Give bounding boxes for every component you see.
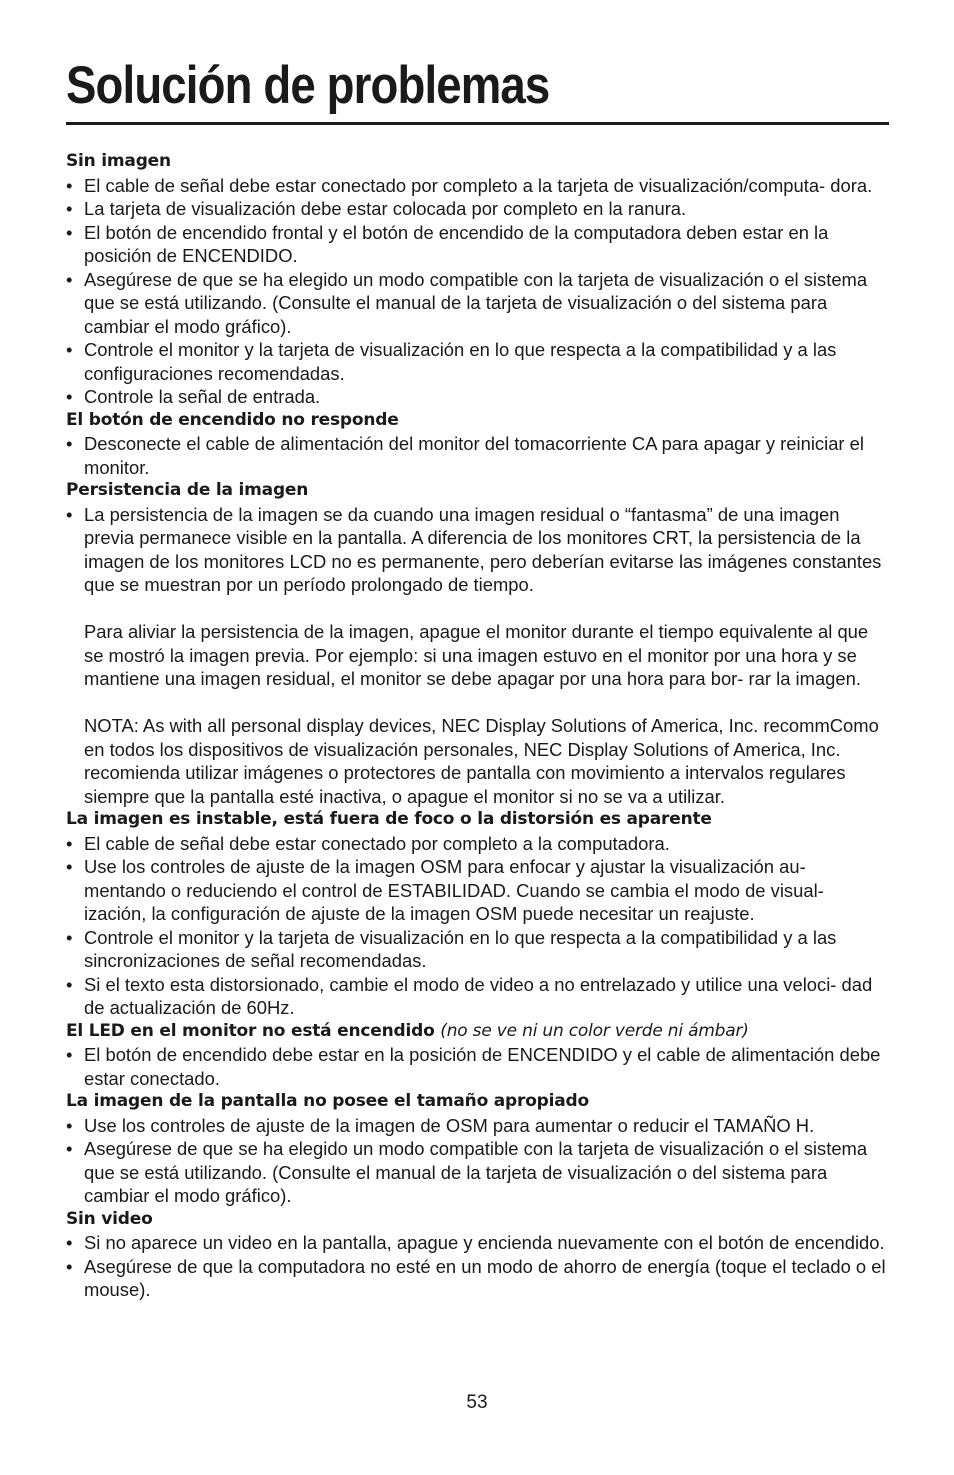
bullet-item: • Use los controles de ajuste de la imagen de OSM para aumentar o reducir el TAMAÑO H.: [66, 1114, 889, 1138]
bullet-item: • Desconecte el cable de alimentación del monitor del tomacorriente CA para apagar y reiniciar el monitor.: [66, 432, 889, 479]
heading-note: (no se ve ni un color verde ni ámbar): [440, 1020, 749, 1041]
section-tamano: [66, 1090, 889, 1208]
bullet-item: • El botón de encendido frontal y el botón de encendido de la computadora deben estar en la posición de ENCENDIDO.: [66, 221, 889, 268]
section-heading: La imagen es instable, está fuera de foco o la distorsión es aparente: [66, 809, 712, 829]
bullet-list: [66, 1043, 889, 1090]
bullet-item: • Controle la señal de entrada.: [66, 385, 889, 409]
bullet-item: • Use los controles de ajuste de la imagen OSM para enfocar y ajustar la visualización au- mentando o reduciendo el control de ESTABILIDAD. Cuando se cambia el modo de visual- ización, la configuración de ajuste de la imagen OSM puede necesitar un reajuste.: [66, 855, 889, 926]
document-page: [66, 50, 889, 1302]
section-sin-imagen: [66, 150, 889, 409]
bullet-item: • El cable de señal debe estar conectado por completo a la computadora.: [66, 832, 889, 856]
paragraph: Para aliviar la persistencia de la imagen, apague el monitor durante el tiempo equivalente al que se mostró la imagen previa. Por ejemplo: si una imagen estuvo en el monitor por una hora y se mantiene una imagen residual, el monitor se debe apagar por una hora para bor- rar la imagen.: [84, 621, 869, 689]
bullet-item: • Asegúrese de que se ha elegido un modo compatible con la tarjeta de visualización o el sistema que se está utilizando. (Consulte el manual de la tarjeta de visualización o del sistema para cambiar el modo gráfico).: [66, 268, 889, 339]
bullet-list: [66, 1114, 889, 1208]
bullet-list: [66, 503, 889, 597]
bullet-list: [66, 1231, 889, 1302]
bullet-list: [66, 432, 889, 479]
page-title: Solución de problemas: [66, 56, 550, 115]
bullet-item: • La tarjeta de visualización debe estar colocada por completo en la ranura.: [66, 197, 889, 221]
section-heading: [66, 1020, 889, 1044]
page-number: 53: [466, 1392, 488, 1413]
section-heading: Persistencia de la imagen: [66, 480, 309, 500]
bullet-item: • Si no aparece un video en la pantalla, apague y encienda nuevamente con el botón de encendido.: [66, 1231, 889, 1255]
bullet-list: [66, 832, 889, 1020]
section-heading: La imagen de la pantalla no posee el tamaño apropiado: [66, 1091, 589, 1111]
bullet-item: • Controle el monitor y la tarjeta de visualización en lo que respecta a la compatibilidad y a las sincronizaciones de señal recomendadas.: [66, 926, 889, 973]
section-persistencia: [66, 479, 889, 808]
section-heading: Sin video: [66, 1208, 153, 1229]
bullet-item: • Si el texto esta distorsionado, cambie el modo de video a no entrelazado y utilice una veloci- dad de actualización de 60Hz.: [66, 973, 889, 1020]
section-boton-encendido: [66, 409, 889, 480]
bullet-item: • El cable de señal debe estar conectado por completo a la tarjeta de visualización/computa- dora.: [66, 174, 889, 198]
section-heading: Sin imagen: [66, 151, 171, 171]
bullet-item: • Asegúrese de que se ha elegido un modo compatible con la tarjeta de visualización o el sistema que se está utilizando. (Consulte el manual de la tarjeta de visualización o del sistema para cambiar el modo gráfico).: [66, 1137, 889, 1208]
section-sin-video: [66, 1208, 889, 1302]
bullet-item: • El botón de encendido debe estar en la posición de ENCENDIDO y el cable de alimentación debe estar conectado.: [66, 1043, 889, 1090]
section-heading: El botón de encendido no responde: [66, 409, 399, 430]
bullet-item: • Asegúrese de que la computadora no esté en un modo de ahorro de energía (toque el teclado o el mouse).: [66, 1255, 889, 1302]
heading-text: El LED en el monitor no está encendido: [66, 1020, 435, 1041]
bullet-item: • La persistencia de la imagen se da cuando una imagen residual o “fantasma” de una imagen previa permanece visible en la pantalla. A diferencia de los monitores CRT, la persistencia de la imagen de los monitores LCD no es permanente, pero deberían evitarse las imágenes constantes que se muestran por un período prolongado de tiempo.: [66, 503, 889, 597]
bullet-item: • Controle el monitor y la tarjeta de visualización en lo que respecta a la compatibilidad y a las configuraciones recomendadas.: [66, 338, 889, 385]
section-led: [66, 1020, 889, 1091]
bullet-list: [66, 174, 889, 409]
section-imagen-instable: [66, 808, 889, 1020]
note-paragraph: NOTA: As with all personal display devices, NEC Display Solutions of America, Inc. recommComo en todos los dispositivos de visualización personales, NEC Display Solutions of America, Inc. recomienda utilizar imágenes o protectores de pantalla con movimiento a intervalos regulares siempre que la pantalla esté inactiva, o apague el monitor si no se va a utilizar.: [84, 715, 879, 807]
title-rule: [66, 122, 889, 125]
